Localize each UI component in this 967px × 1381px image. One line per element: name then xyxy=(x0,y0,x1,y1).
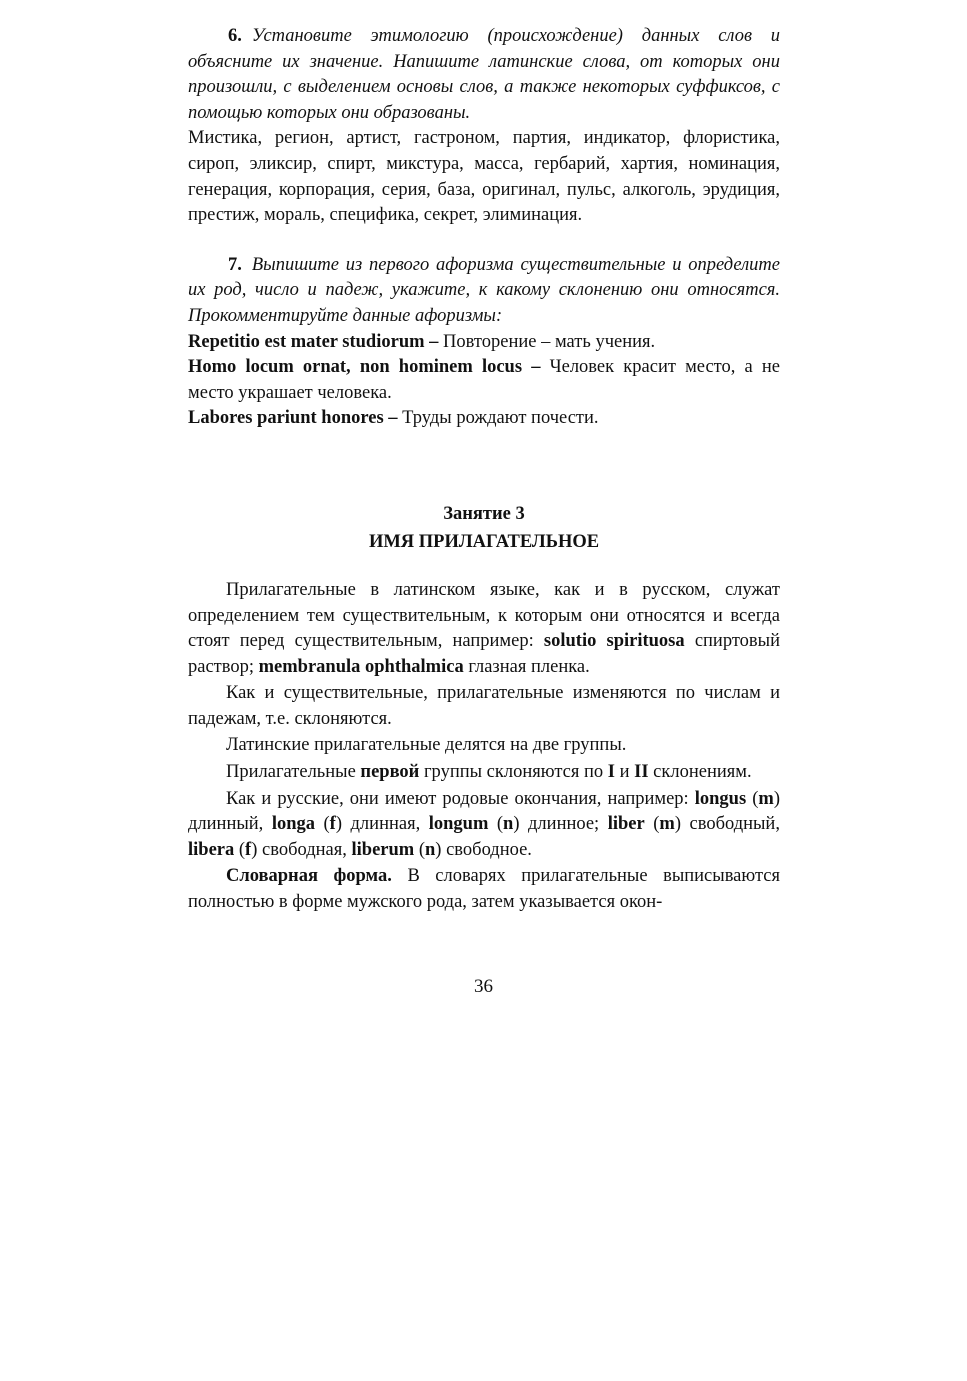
text-fragment: длинная, xyxy=(342,814,429,835)
aphorism-1-dash: – xyxy=(424,331,444,352)
paragraph-first-group xyxy=(188,760,780,786)
aphorism-2-dash: – xyxy=(522,357,550,378)
latin-example: longum xyxy=(428,814,489,835)
latin-example: longa xyxy=(271,814,315,835)
task-6-number: 6. xyxy=(228,26,242,46)
text-fragment: склонениям. xyxy=(648,762,752,783)
gender-marker: m xyxy=(659,814,675,835)
page-number: 36 xyxy=(474,976,493,997)
text-fragment: длинный, xyxy=(188,814,272,835)
aphorism-2-latin: Homo locum ornat, non hominem locus xyxy=(188,357,523,378)
gender-marker: n xyxy=(425,839,436,860)
text-fragment: спиртовый раствор; xyxy=(188,631,780,677)
gender-marker: n xyxy=(503,814,514,835)
gender-marker: m xyxy=(758,788,774,809)
aphorism-2 xyxy=(188,355,780,406)
text-fragment: свободная, xyxy=(257,839,352,860)
latin-example: liber xyxy=(607,814,645,835)
task-6-instruction-text: Установите этимологию (происхождение) данных слов и объясните их значение. Напишите латинские слова, от которых они произошли, с выделением основы слов, а также некоторых суффиксов, с помощью которых они образованы. xyxy=(188,26,780,123)
text-fragment: глазная пленка. xyxy=(463,656,590,677)
text-fragment: свободное. xyxy=(441,839,532,860)
aphorism-3-latin: Labores pariunt honores xyxy=(188,408,384,429)
paragraph-definition xyxy=(188,578,780,680)
text-fragment: и xyxy=(614,762,635,783)
gender-marker: f xyxy=(329,814,336,835)
task-6-instruction xyxy=(188,24,780,126)
text-fragment: группы склоняются по xyxy=(419,762,608,783)
term-heading: Словарная форма. xyxy=(226,866,392,887)
lesson-subtitle: ИМЯ ПРИЛАГАТЕЛЬНОЕ xyxy=(368,531,600,552)
task-7-instruction-text: Выпишите из первого афоризма существительные и определите их род, число и падеж, укажите, к какому склонению они относятся. Прокомментируйте данные афоризмы: xyxy=(188,254,780,326)
task-7-instruction xyxy=(188,253,780,330)
latin-example: longus xyxy=(694,788,747,809)
paragraph-endings: Как и русские, они имеют родовые окончания, например: longus (m) длинный, longa (f) длинная, longum (n) длинное; liber (m) свободный, libera (f) свободная, liberum (n) свободное. xyxy=(188,788,780,860)
latin-example: solutio spirituosa xyxy=(543,631,685,652)
aphorism-3-dash: – xyxy=(383,408,403,429)
text-fragment: В словарях прилагательные выписываются полностью в форме мужского рода, затем указывается окон- xyxy=(188,866,781,913)
paragraph-dictionary-form xyxy=(188,864,780,915)
task-7-number: 7. xyxy=(228,254,242,275)
aphorism-2-translation: Человек красит место, а не место украшает человека. xyxy=(188,357,780,403)
latin-example: membranula ophthalmica xyxy=(258,656,464,677)
aphorism-3 xyxy=(188,406,780,432)
aphorism-1-latin: Repetitio est mater studiorum xyxy=(188,331,425,352)
emphasis: II xyxy=(634,762,649,783)
spacer xyxy=(188,229,780,253)
text-fragment: Прилагательные xyxy=(226,762,361,783)
aphorism-1-translation: Повторение – мать учения. xyxy=(443,331,656,352)
aphorism-3-translation: Труды рождают почести. xyxy=(402,408,599,429)
text-fragment: свободный, xyxy=(680,814,780,835)
spacer xyxy=(188,556,780,578)
gender-marker: f xyxy=(245,839,252,860)
lesson-title: Занятие 3 xyxy=(443,503,525,524)
emphasis: I xyxy=(607,762,615,783)
paragraph-groups: Латинские прилагательные делятся на две группы. xyxy=(226,735,627,756)
task-6-word-list: Мистика, регион, артист, гастроном, партия, индикатор, флористика, сироп, эликсир, спирт, микстура, масса, гербарий, хартия, номинация, генерация, корпорация, серия, база, оригинал, пульс, алкоголь, эрудиция, престиж, мораль, специфика, секрет, элиминация. xyxy=(188,128,780,226)
text-fragment: Прилагательные в латинском языке, как и в русском, служат определением тем существительным, к которым они относятся и всегда стоят перед существительным, например: xyxy=(188,579,780,652)
aphorism-1 xyxy=(188,330,780,356)
paragraph-declension: Как и существительные, прилагательные изменяются по числам и падежам, т.е. склоняются. xyxy=(188,683,780,729)
emphasis: первой xyxy=(360,762,420,783)
latin-example: liberum xyxy=(351,839,415,860)
latin-example: libera xyxy=(188,839,235,860)
text-fragment: длинное; xyxy=(519,814,608,835)
page-content xyxy=(188,24,780,916)
text-fragment: Как и русские, они имеют родовые окончания, например: xyxy=(226,788,695,809)
spacer xyxy=(188,432,780,500)
